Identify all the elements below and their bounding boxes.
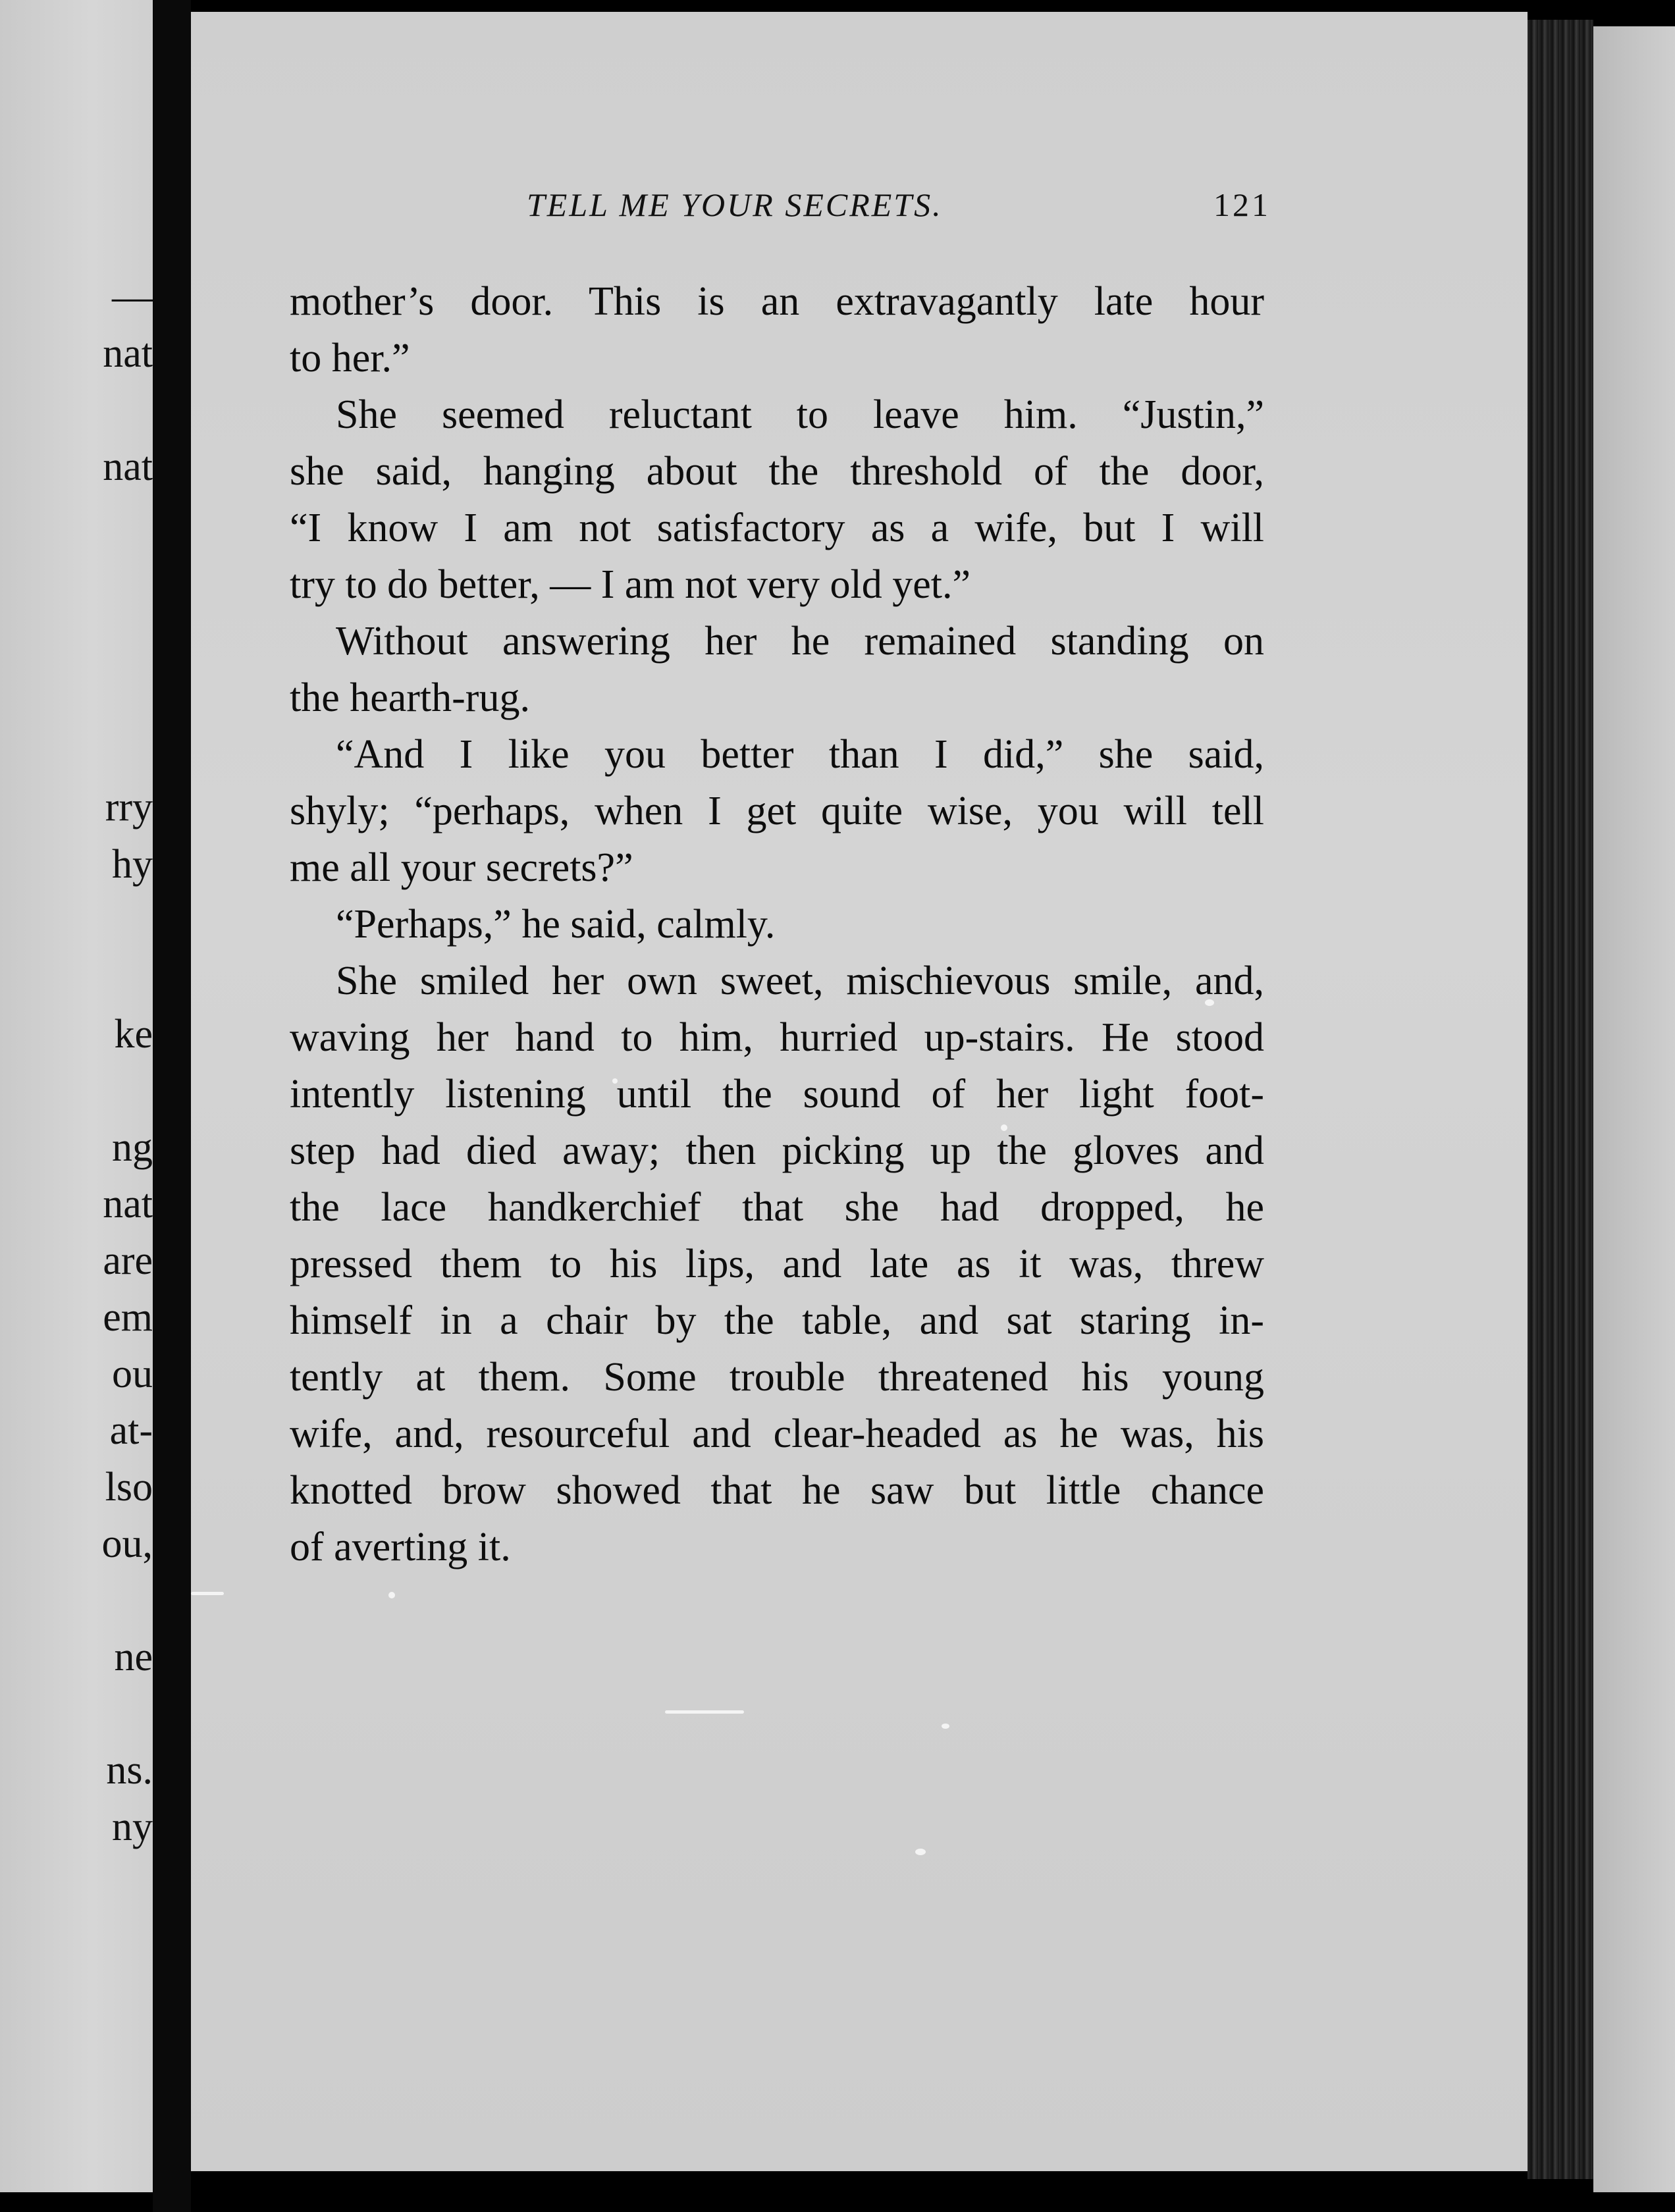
left-page-fragment: ny	[112, 1804, 153, 1849]
left-page-fragment: nat	[103, 1182, 153, 1226]
text-line: the hearth-rug.	[290, 675, 530, 720]
text-line: pressed them to his lips, and late as it was, threw	[290, 1242, 1264, 1286]
body-text	[290, 273, 1264, 1575]
text-line: mother’s door. This is an extravagantly late hour	[290, 279, 1264, 324]
left-page-fragment: ng	[112, 1125, 153, 1170]
left-page-fragment: nat	[103, 444, 153, 489]
left-page-fragment: lso	[105, 1465, 153, 1510]
text-line: “And I like you better than I did,” she said,	[336, 732, 1264, 777]
dust-speck	[942, 1724, 949, 1729]
text-line: intently listening until the sound of her light foot-	[290, 1072, 1264, 1117]
text-line: shyly; “perhaps, when I get quite wise, you will tell	[290, 789, 1264, 833]
text-line: She seemed reluctant to leave him. “Justin,”	[336, 392, 1264, 437]
left-page-fragment: ke	[114, 1012, 153, 1057]
text-line: She smiled her own sweet, mischievous smile, and,	[336, 959, 1264, 1003]
right-margin	[1593, 26, 1675, 2192]
text-line: to her.”	[290, 336, 410, 381]
text-line: me all your secrets?”	[290, 845, 633, 890]
text-line: she said, hanging about the threshold of the door,	[290, 449, 1264, 494]
text-line: waving her hand to him, hurried up-stairs. He stood	[290, 1015, 1264, 1060]
text-line: “I know I am not satisfactory as a wife, but I will	[290, 506, 1264, 550]
book-gutter	[153, 0, 191, 2212]
text-line: tently at them. Some trouble threatened his young	[290, 1355, 1264, 1400]
text-line: “Perhaps,” he said, calmly.	[336, 902, 776, 947]
left-facing-page	[0, 0, 153, 2192]
text-line: himself in a chair by the table, and sat staring in-	[290, 1298, 1264, 1343]
text-line: the lace handkerchief that she had dropped, he	[290, 1185, 1264, 1230]
left-page-fragment: ne	[114, 1635, 153, 1679]
left-page-fragment: ou,	[101, 1521, 153, 1566]
running-title: TELL ME YOUR SECRETS.	[527, 186, 943, 223]
running-head	[323, 186, 1271, 238]
left-page-fragment: at-	[109, 1408, 153, 1453]
scratch-mark	[191, 1592, 224, 1595]
text-line: step had died away; then picking up the gloves and	[290, 1128, 1264, 1173]
left-page-fragment: hy	[112, 842, 153, 887]
left-page-fragment: —	[112, 275, 153, 319]
left-page-fragment: ou	[112, 1352, 153, 1396]
left-page-fragment: nat	[103, 331, 153, 376]
text-line: try to do better, — I am not very old yet.”	[290, 562, 971, 607]
page-number: 121	[1213, 186, 1271, 223]
scratch-mark	[665, 1710, 744, 1714]
text-line: knotted brow showed that he saw but little chance	[290, 1468, 1264, 1513]
text-line: Without answering her he remained standing on	[336, 619, 1264, 664]
page-edges	[1528, 20, 1593, 2179]
left-page-fragment: ns.	[106, 1748, 153, 1793]
dust-speck	[915, 1849, 926, 1855]
left-page-fragment: are	[103, 1238, 153, 1283]
left-page-fragment: rry	[105, 785, 153, 830]
left-page-fragment: em	[103, 1295, 153, 1340]
text-line: wife, and, resourceful and clear-headed as he was, his	[290, 1411, 1264, 1456]
text-line: of averting it.	[290, 1525, 511, 1569]
dust-speck	[388, 1592, 395, 1598]
